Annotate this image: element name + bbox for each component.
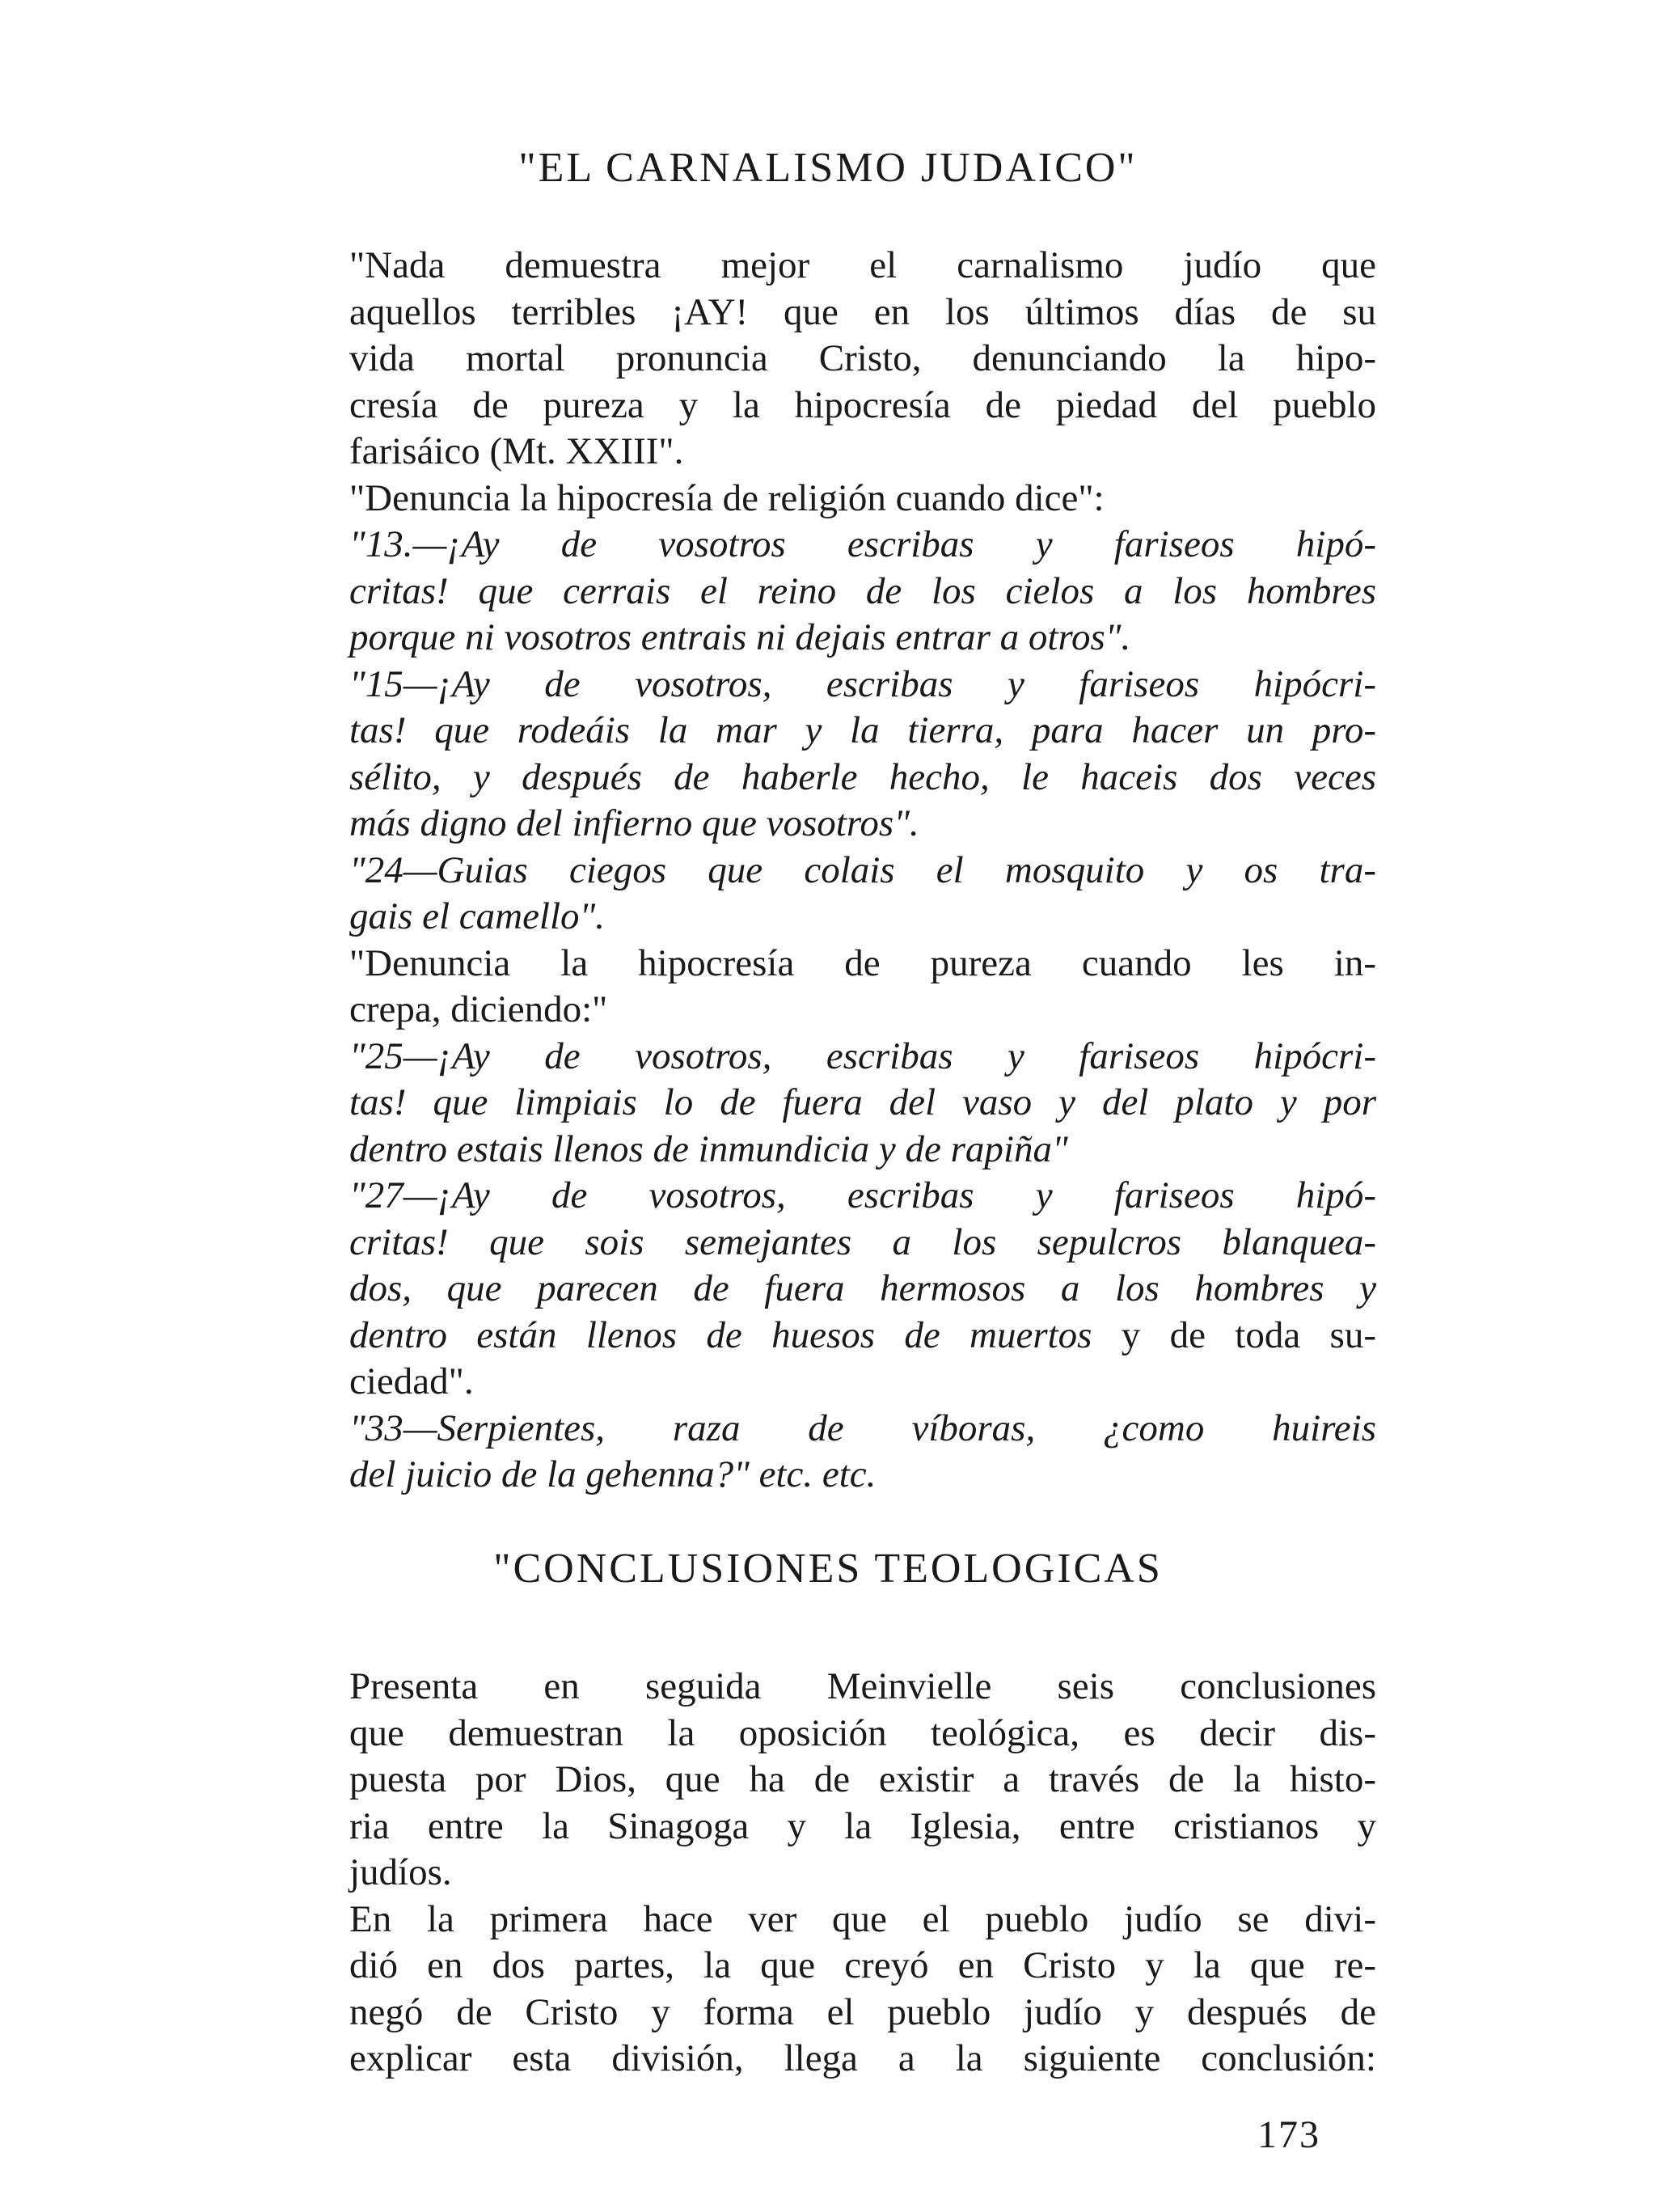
text-line: porque ni vosotros entrais ni dejais entrar a otros".	[349, 616, 1131, 658]
text-line: farisáico (Mt. XXIII".	[349, 430, 684, 472]
text-line: "33—Serpientes, raza de víboras, ¿como huireis	[349, 1406, 1376, 1449]
text-line: En la primera hace ver que el pueblo judío se divi-	[349, 1897, 1376, 1940]
text-line: tas! que rodeáis la mar y la tierra, para hacer un pro-	[349, 709, 1376, 751]
text-line: dió en dos partes, la que creyó en Cristo y la que re-	[349, 1944, 1376, 1986]
text-line	[349, 1313, 1376, 1360]
heading-conclusiones-teologicas: "CONCLUSIONES TEOLOGICAS	[493, 1546, 1163, 1592]
text-line: Presenta en seguida Meinvielle seis conclusiones	[349, 1665, 1376, 1707]
text-line: "Nada demuestra mejor el carnalismo judío que	[349, 244, 1376, 286]
text-line: "Denuncia la hipocresía de pureza cuando les in-	[349, 941, 1376, 984]
text-line: critas! que cerrais el reino de los cielos a los hombres	[349, 569, 1376, 612]
section-carnalismo-text	[349, 243, 1376, 1499]
text-line: negó de Cristo y forma el pueblo judío y después de	[349, 1990, 1376, 2033]
text-line: judíos.	[349, 1851, 452, 1893]
text-span: y de toda su-	[1121, 1313, 1376, 1356]
text-line: "24—Guias ciegos que colais el mosquito y os tra-	[349, 848, 1376, 891]
text-line: sélito, y después de haberle hecho, le haceis dos veces	[349, 755, 1376, 798]
text-line: ciedad".	[349, 1360, 474, 1402]
text-line: dos, que parecen de fuera hermosos a los hombres y	[349, 1267, 1376, 1309]
section-conclusiones-text	[349, 1664, 1376, 2083]
text-line: cresía de pureza y la hipocresía de piedad del pueblo	[349, 383, 1376, 426]
text-line: puesta por Dios, que ha de existir a través de la histo-	[349, 1758, 1376, 1800]
text-line: aquellos terribles ¡AY! que en los últimos días de su	[349, 290, 1376, 333]
text-line: gais el camello".	[349, 895, 606, 937]
text-line: dentro estais llenos de inmundicia y de rapiña"	[349, 1127, 1068, 1170]
text-line: crepa, diciendo:"	[349, 988, 608, 1030]
heading-carnalismo-judaico: "EL CARNALISMO JUDAICO"	[518, 145, 1138, 191]
text-line: critas! que sois semejantes a los sepulcros blanquea-	[349, 1220, 1376, 1263]
page-number: 173	[1257, 2113, 1320, 2156]
text-line: del juicio de la gehenna?" etc. etc.	[349, 1453, 877, 1495]
text-line: que demuestran la oposición teológica, es decir dis-	[349, 1711, 1376, 1754]
text-line: vida mortal pronuncia Cristo, denunciando la hipo-	[349, 337, 1376, 379]
text-line: más digno del infierno que vosotros".	[349, 802, 919, 844]
text-line: ria entre la Sinagoga y la Iglesia, entre cristianos y	[349, 1804, 1376, 1847]
text-line: explicar esta división, llega a la siguiente conclusión:	[349, 2037, 1376, 2079]
text-line: "27—¡Ay de vosotros, escribas y fariseos hipó-	[349, 1174, 1376, 1216]
text-span: dentro están llenos de huesos de muertos	[349, 1313, 1122, 1356]
text-line: "25—¡Ay de vosotros, escribas y fariseos hipócri-	[349, 1034, 1376, 1077]
text-line: tas! que limpiais lo de fuera del vaso y del plato y por	[349, 1081, 1376, 1123]
text-line: "Denuncia la hipocresía de religión cuando dice":	[349, 476, 1105, 519]
text-line: "15—¡Ay de vosotros, escribas y fariseos hipócri-	[349, 662, 1376, 705]
text-line: "13.—¡Ay de vosotros escribas y fariseos hipó-	[349, 523, 1376, 565]
